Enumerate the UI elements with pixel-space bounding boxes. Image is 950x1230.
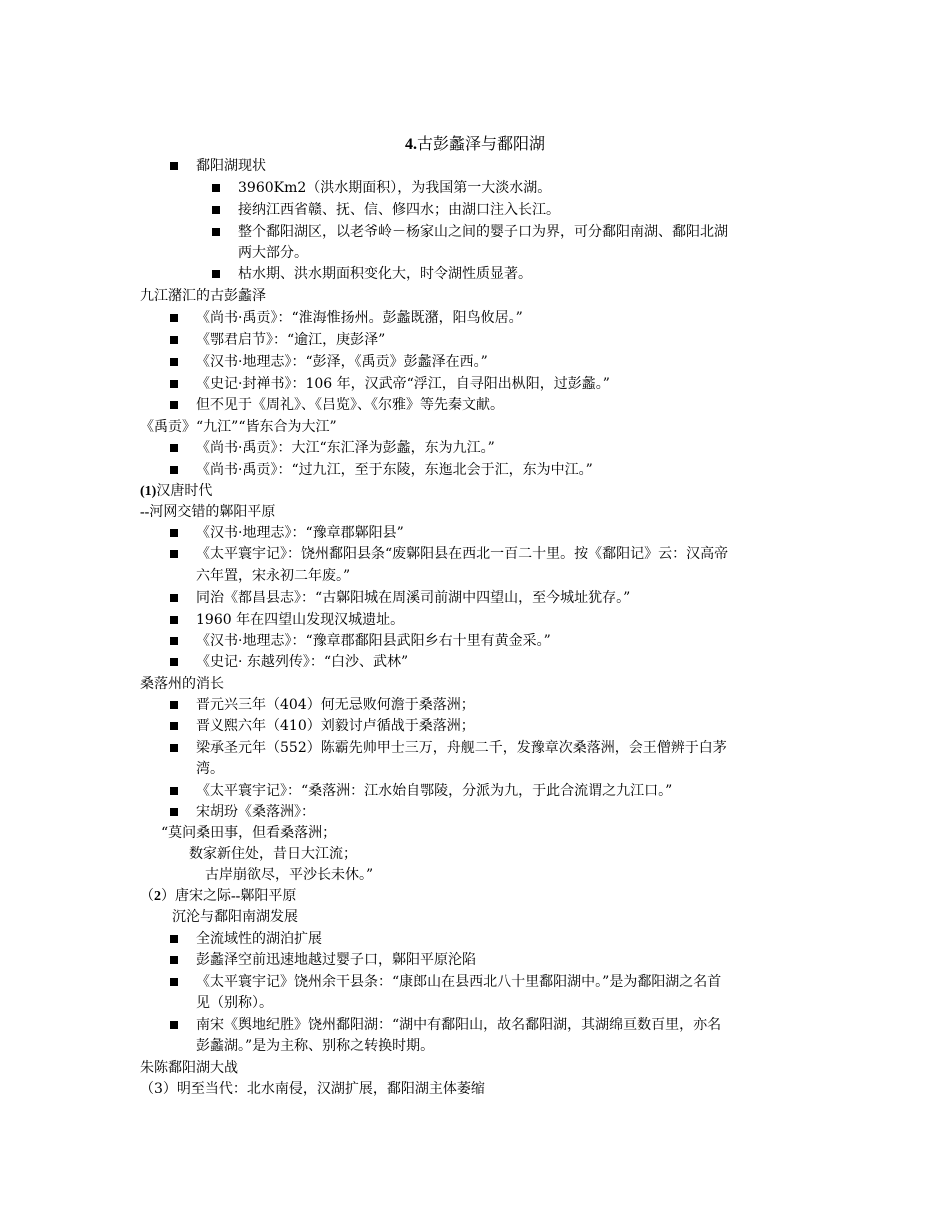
section-heading: 朱陈鄱阳湖大战 bbox=[140, 1060, 238, 1076]
section-heading-text: 汉唐时代 bbox=[156, 483, 213, 499]
bullet-icon bbox=[170, 935, 178, 943]
bullet-icon bbox=[170, 466, 178, 474]
bullet-icon bbox=[170, 658, 178, 666]
bullet-icon bbox=[170, 956, 178, 964]
list-item: 《史记·封禅书》：106 年，汉武帝“浮江，自寻阳出枞阳，过彭蠡。” bbox=[196, 376, 610, 392]
list-item: 彭蠡泽空前迅速地越过婴子口，鄡阳平原沦陷 bbox=[196, 952, 476, 968]
list-item: 但不见于《周礼》、《吕览》、《尔雅》等先秦文献。 bbox=[196, 397, 504, 413]
list-item: 《史记· 东越列传》：“白沙、武林” bbox=[196, 654, 409, 670]
bullet-icon bbox=[170, 616, 178, 624]
list-item: 晋元兴三年（404）何无忌败何澹于桑落洲； bbox=[196, 697, 475, 713]
list-item: 整个鄱阳湖区，以老爷岭－杨家山之间的婴子口为界，可分鄱阳南湖、鄱阳北湖 bbox=[238, 224, 728, 240]
poem-line: “莫问桑田事，但看桑落洲； bbox=[161, 825, 337, 841]
list-item: 《尚书·禹贡》：大江“东汇泽为彭蠡，东为九江。” bbox=[196, 440, 495, 456]
section-heading bbox=[140, 481, 212, 502]
paren-open: （ bbox=[140, 888, 154, 904]
list-item: 《汉书·地理志》：“豫章郡鄡阳县” bbox=[196, 525, 404, 541]
list-item: 南宋《舆地纪胜》饶州鄱阳湖：“湖中有鄱阳山，故名鄱阳湖，其湖绵亘数百里，亦名 bbox=[196, 1017, 722, 1033]
bullet-icon bbox=[170, 444, 178, 452]
bullet-icon bbox=[170, 529, 178, 537]
section-heading: （3）明至当代：北水南侵，汉湖扩展，鄱阳湖主体萎缩 bbox=[140, 1081, 485, 1097]
bullet-icon bbox=[170, 358, 178, 366]
list-item: 《尚书·禹贡》：“淮海惟扬州。彭蠡既潴，阳鸟攸居。” bbox=[196, 310, 523, 326]
subsection-heading bbox=[140, 502, 275, 523]
list-item: 《汉书·地理志》：“彭泽，《禹贡》彭蠡泽在西。” bbox=[196, 354, 488, 370]
list-item: 宋胡玢《桑落洲》： bbox=[196, 804, 315, 820]
list-item: 《太平寰宇记》：饶州鄱阳县条“废鄡阳县在西北一百二十里。按《鄱阳记》云：汉高帝 bbox=[196, 546, 729, 562]
list-item: 梁承圣元年（552）陈霸先帅甲士三万，舟舰二千，发豫章次桑落洲，会王僧辨于白茅 bbox=[196, 740, 727, 756]
list-item-continuation: 湾。 bbox=[196, 761, 224, 777]
list-item: 晋义熙六年（410）刘毅讨卢循战于桑落洲； bbox=[196, 718, 475, 734]
page-title bbox=[0, 133, 950, 156]
bullet-icon bbox=[212, 206, 220, 214]
bullet-icon bbox=[170, 637, 178, 645]
bullet-icon bbox=[170, 314, 178, 322]
list-item: 《太平寰宇记》饶州余干县条：“康郎山在县西北八十里鄱阳湖中。”是为鄱阳湖之名首 bbox=[196, 974, 722, 990]
title-number: 4. bbox=[404, 136, 417, 153]
list-item: 同治《都昌县志》：“古鄡阳城在周溪司前湖中四望山，至今城址犹存。” bbox=[196, 590, 631, 606]
bullet-icon bbox=[170, 594, 178, 602]
bullet-icon bbox=[212, 184, 220, 192]
list-item: 《尚书·禹贡》：“过九江，至于东陵，东迤北会于汇，东为中江。” bbox=[196, 462, 593, 478]
list-item: 全流域性的湖泊扩展 bbox=[196, 931, 322, 947]
bullet-icon bbox=[170, 722, 178, 730]
list-item: 《鄂君启节》：“逾江，庚彭泽” bbox=[196, 332, 386, 348]
bullet-icon bbox=[212, 228, 220, 236]
bullet-icon bbox=[170, 162, 178, 170]
subsection-heading-text: 河网交错的鄡阳平原 bbox=[149, 504, 276, 520]
bullet-icon bbox=[170, 336, 178, 344]
poem-line: 古岸崩欲尽，平沙长未休。” bbox=[205, 867, 374, 883]
bullet-icon bbox=[170, 787, 178, 795]
bullet-icon bbox=[212, 270, 220, 278]
list-item-continuation: 见（别称）。 bbox=[196, 995, 273, 1011]
list-item-continuation: 两大部分。 bbox=[238, 245, 308, 261]
title-text: 古彭蠡泽与鄱阳湖 bbox=[416, 134, 545, 153]
section-heading: 九江潴汇的古彭蠡泽 bbox=[140, 288, 266, 304]
section-number: 2 bbox=[154, 889, 161, 904]
section-heading bbox=[140, 886, 296, 907]
list-item-continuation: 六年置，宋永初二年废。” bbox=[196, 568, 351, 584]
list-item-continuation: 彭蠡湖。”是为主称、别称之转换时期。 bbox=[196, 1038, 435, 1054]
section-heading-text: ）唐宋之际 bbox=[161, 888, 231, 904]
section-heading: 鄱阳湖现状 bbox=[196, 158, 266, 174]
list-item: 《汉书·地理志》：“豫章郡鄱阳县武阳乡右十里有黄金采。” bbox=[196, 633, 551, 649]
poem-line: 数家新住处，昔日大江流； bbox=[189, 846, 357, 862]
list-item: 3960Km2（洪水期面积），为我国第一大淡水湖。 bbox=[238, 180, 552, 196]
section-heading: 桑落州的消长 bbox=[140, 676, 224, 692]
section-number: (1) bbox=[140, 484, 157, 499]
bullet-icon bbox=[170, 701, 178, 709]
dash-mark: -- bbox=[140, 505, 150, 520]
list-item: 1960 年在四望山发现汉城遗址。 bbox=[196, 612, 405, 628]
section-heading-tail: 鄡阳平原 bbox=[240, 888, 297, 904]
section-heading: 《禹贡》“九江”“皆东合为大江” bbox=[140, 419, 337, 435]
list-item: 枯水期、洪水期面积变化大，时令湖性质显著。 bbox=[238, 266, 532, 282]
bullet-icon bbox=[170, 380, 178, 388]
bullet-icon bbox=[170, 744, 178, 752]
bullet-icon bbox=[170, 401, 178, 409]
list-item: 接纳江西省赣、抚、信、修四水；由湖口注入长江。 bbox=[238, 202, 560, 218]
bullet-icon bbox=[170, 1021, 178, 1029]
bullet-icon bbox=[170, 808, 178, 816]
list-item: 《太平寰宇记》：“桑落洲：江水始自鄂陵，分派为九，于此合流谓之九江口。” bbox=[196, 783, 673, 799]
subsection-heading: 沉沦与鄱阳南湖发展 bbox=[172, 909, 298, 925]
bullet-icon bbox=[170, 978, 178, 986]
dash-mark: -- bbox=[231, 889, 241, 904]
bullet-icon bbox=[170, 550, 178, 558]
